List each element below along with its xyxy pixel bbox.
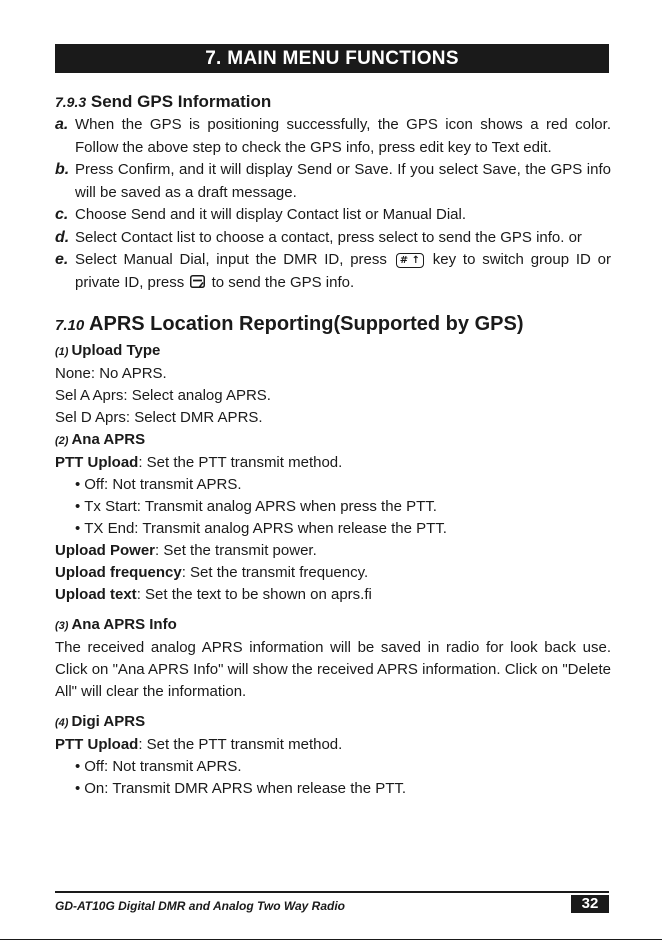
- subsection-number: (1): [55, 346, 69, 358]
- subsection-heading-ana-aprs: [55, 429, 611, 452]
- field-description: : Set the text to be shown on aprs.fi: [136, 586, 372, 603]
- step-e: [55, 249, 611, 294]
- bullet-icon: •: [75, 498, 81, 515]
- page-content: [55, 90, 611, 800]
- step-text: key to switch group ID or private ID, press: [75, 251, 612, 291]
- bullet-item: [55, 756, 611, 778]
- field-description: : Set the PTT transmit method.: [138, 454, 343, 471]
- step-text: When the GPS is positioning successfully, the GPS icon shows a red color. Follow the above step to check the GPS info, press edit key to Text edit.: [75, 116, 611, 156]
- section-title: Send GPS Information: [90, 92, 272, 111]
- subsection-heading-digi-aprs: [55, 711, 611, 734]
- upload-power-line: [55, 540, 611, 562]
- subsection-title: Ana APRS Info: [71, 616, 177, 633]
- ptt-upload-line: [55, 452, 611, 474]
- field-label: Upload text: [55, 586, 137, 603]
- step-letter: b.: [55, 161, 70, 178]
- bullet-icon: •: [75, 520, 81, 537]
- step-text: to send the GPS info.: [211, 273, 355, 291]
- bullet-item: [55, 518, 611, 540]
- upload-frequency-line: [55, 562, 611, 584]
- step-text: Choose Send and it will display Contact list or Manual Dial.: [75, 206, 467, 223]
- subsection-title: Upload Type: [71, 342, 161, 359]
- subsection-heading-upload-type: [55, 340, 611, 363]
- field-label: PTT Upload: [55, 454, 139, 471]
- bullet-text: Tx Start: Transmit analog APRS when press the PTT.: [84, 498, 437, 515]
- ptt-upload-line: [55, 734, 611, 756]
- bullet-text: On: Transmit DMR APRS when release the PTT.: [84, 780, 407, 797]
- section-title: APRS Location Reporting(Supported by GPS): [89, 313, 524, 335]
- subsection-number: (3): [55, 620, 69, 632]
- step-text: Select Contact list to choose a contact, press select to send the GPS info. or: [75, 228, 582, 246]
- option-line: None: No APRS.: [55, 365, 167, 382]
- subsection-heading-ana-aprs-info: [55, 614, 611, 637]
- step-letter: d.: [55, 228, 70, 246]
- bottom-divider: [0, 939, 662, 940]
- step-a: [55, 114, 611, 159]
- hash-key-icon: # ↑: [396, 253, 424, 268]
- section-heading-send-gps: [55, 90, 611, 114]
- field-description: : Set the transmit power.: [155, 542, 317, 559]
- step-text: Press Confirm, and it will display Send or Save. If you select Save, the GPS info will be saved as a draft message.: [75, 161, 611, 201]
- section-number: 7.10: [55, 317, 85, 334]
- step-letter: a.: [55, 116, 69, 133]
- bullet-item: [55, 778, 611, 800]
- bullet-text: Off: Not transmit APRS.: [84, 758, 242, 775]
- field-description: : Set the transmit frequency.: [181, 564, 369, 581]
- page-header: 7. MAIN MENU FUNCTIONS: [55, 44, 609, 73]
- paragraph: The received analog APRS information will be saved in radio for look back use. Click on "Ana APRS Info" will show the received APRS information. Click on "Delete All" will clear the information.: [55, 639, 611, 700]
- step-text: Select Manual Dial, input the DMR ID, press: [75, 251, 387, 268]
- step-letter: c.: [55, 206, 69, 223]
- bullet-icon: •: [75, 476, 81, 493]
- bullet-text: Off: Not transmit APRS.: [84, 476, 242, 493]
- field-label: Upload frequency: [55, 564, 182, 581]
- bullet-text: TX End: Transmit analog APRS when release the PTT.: [84, 520, 447, 537]
- field-description: : Set the PTT transmit method.: [138, 736, 343, 753]
- field-label: Upload Power: [55, 542, 156, 559]
- bullet-item: [55, 474, 611, 496]
- section-number: 7.9.3: [55, 94, 87, 110]
- footer-title: GD-AT10G Digital DMR and Analog Two Way Radio: [55, 899, 346, 913]
- step-c: [55, 204, 611, 227]
- subsection-number: (4): [55, 717, 69, 729]
- option-line: Sel D Aprs: Select DMR APRS.: [55, 409, 263, 426]
- subsection-number: (2): [55, 435, 69, 447]
- step-d: [55, 227, 611, 250]
- bullet-icon: •: [75, 758, 81, 775]
- bullet-item: [55, 496, 611, 518]
- step-b: [55, 159, 611, 204]
- subsection-title: Ana APRS: [71, 431, 146, 448]
- edit-key-icon: [190, 275, 205, 288]
- footer-divider: [55, 891, 609, 893]
- page-number: 32: [571, 895, 609, 913]
- section-heading-aprs: [55, 310, 611, 340]
- bullet-icon: •: [75, 780, 81, 797]
- field-label: PTT Upload: [55, 736, 139, 753]
- step-letter: e.: [55, 251, 69, 268]
- upload-text-line: [55, 584, 611, 606]
- subsection-title: Digi APRS: [71, 713, 146, 730]
- option-line: Sel A Aprs: Select analog APRS.: [55, 387, 271, 404]
